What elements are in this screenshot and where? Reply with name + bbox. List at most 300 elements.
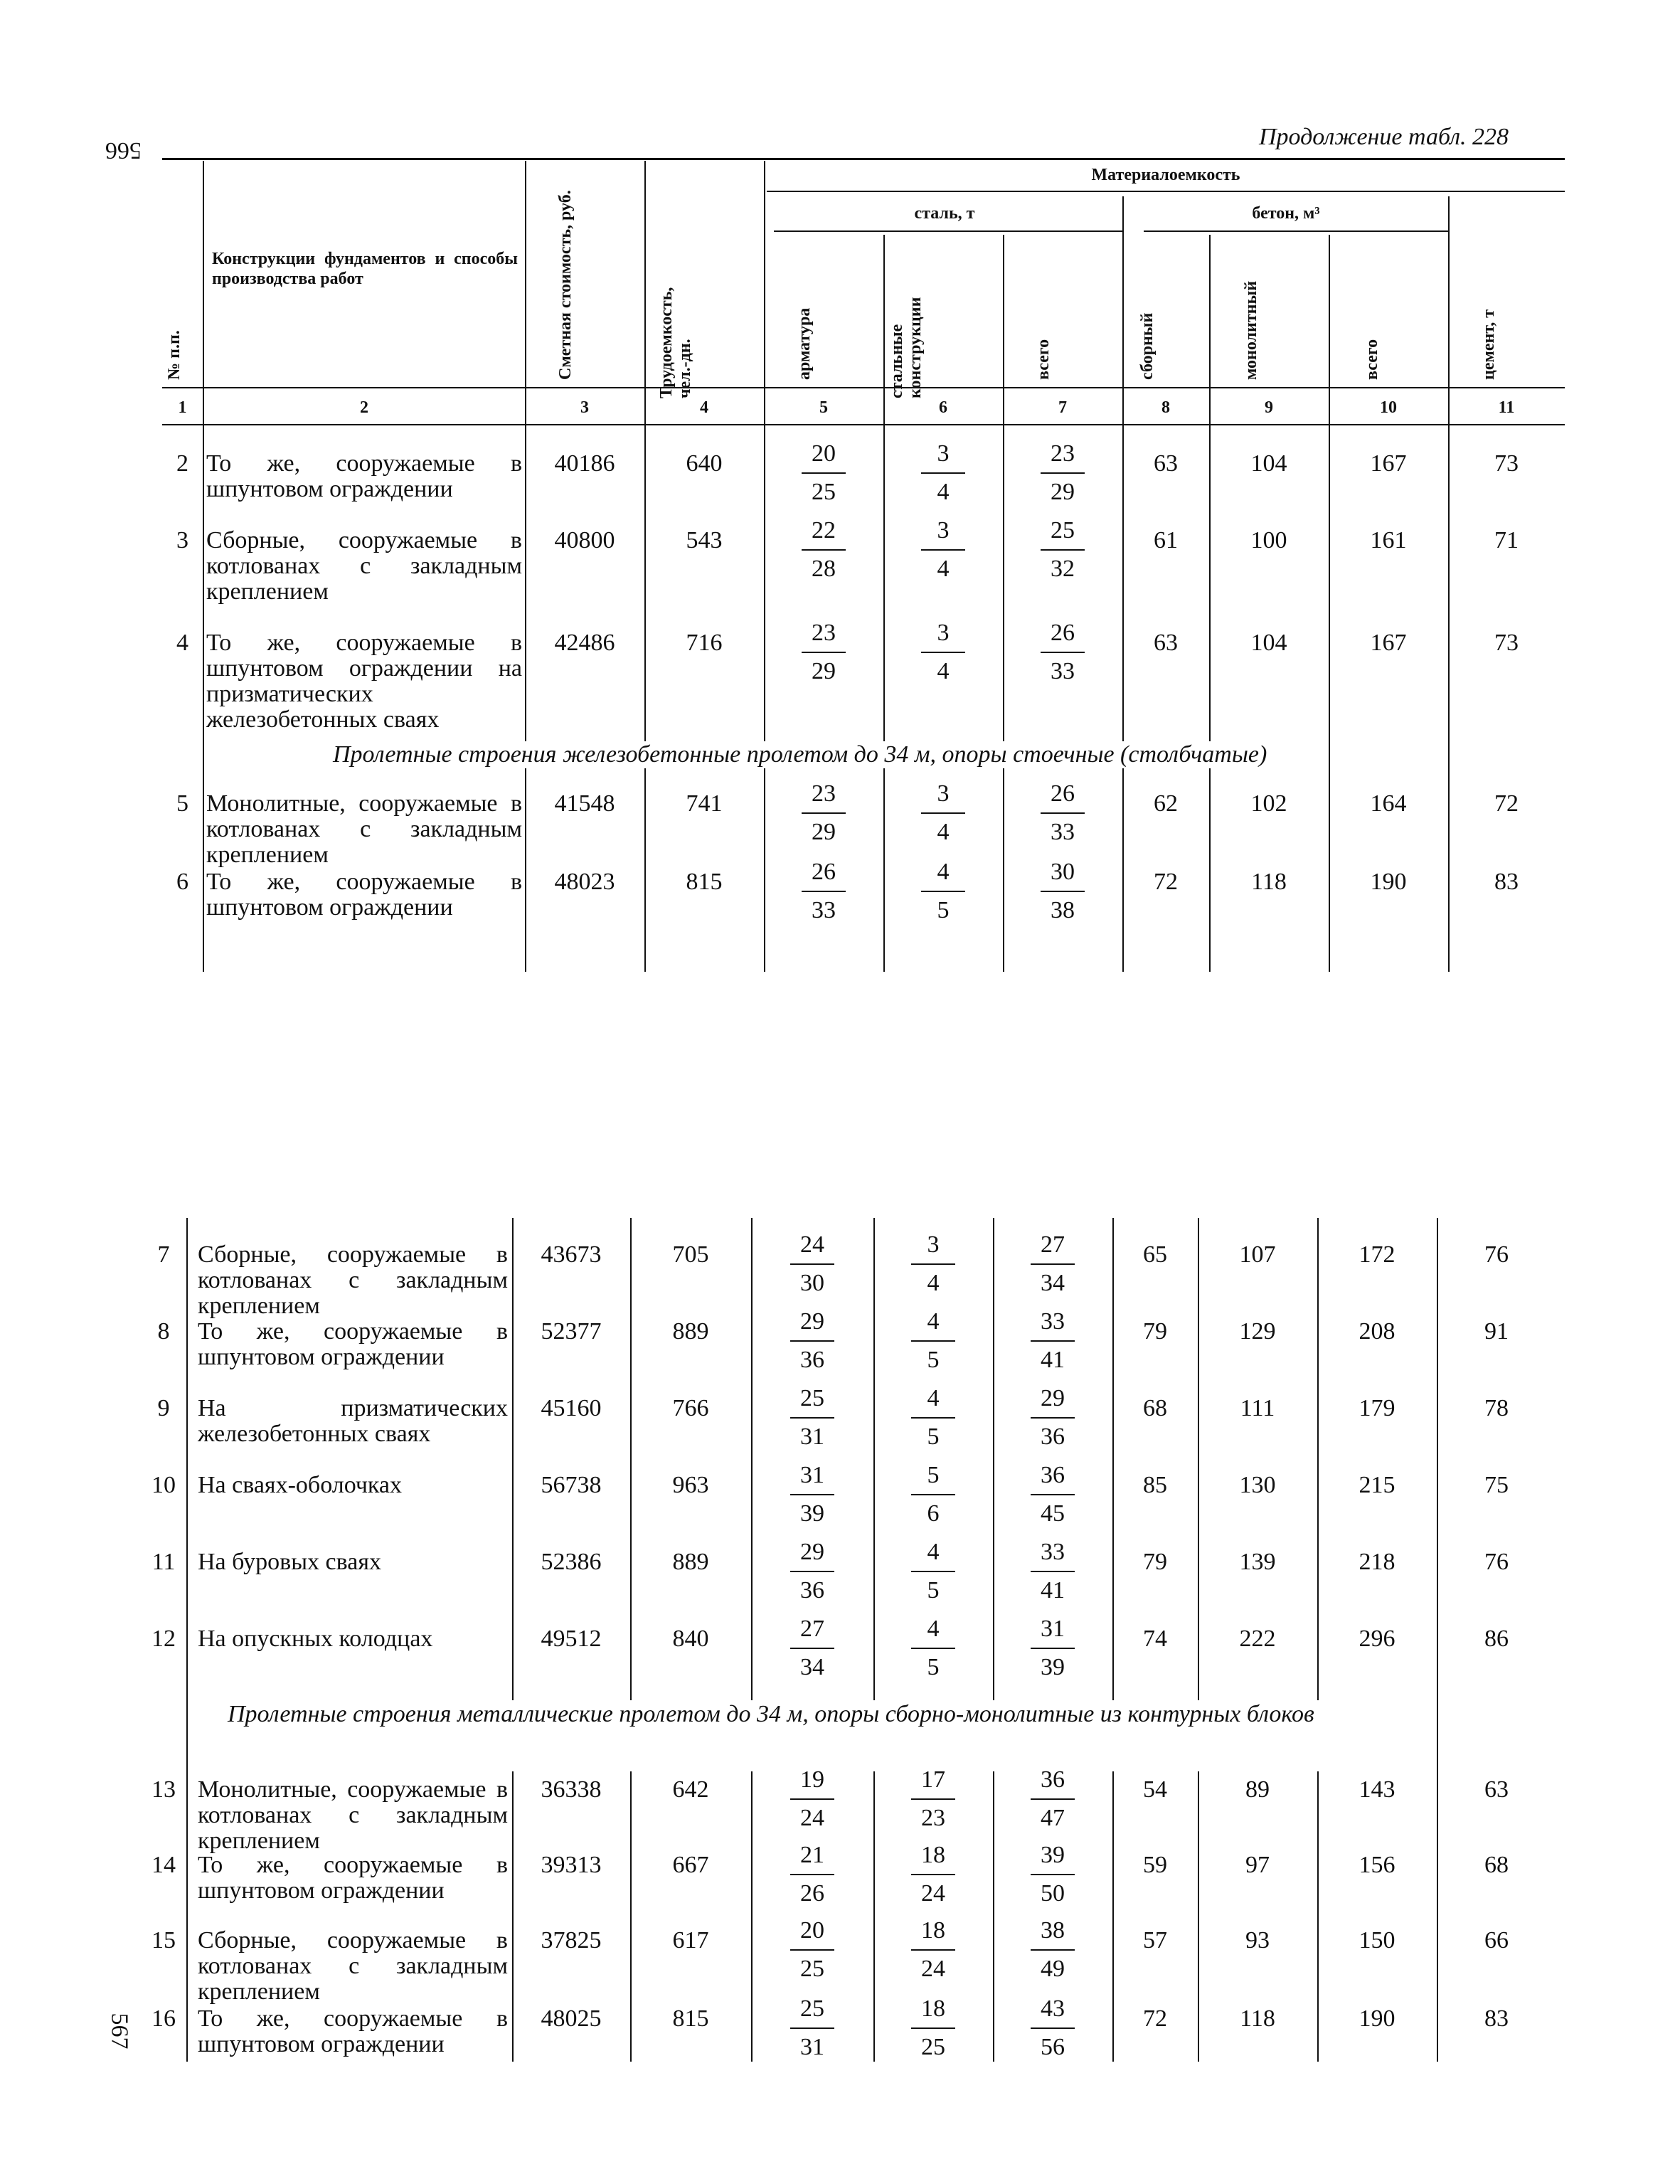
fraction-bar [790, 1949, 834, 1951]
fraction-bar [911, 1340, 955, 1342]
row-cost: 45160 [541, 1395, 602, 1421]
fraction-bar [790, 1494, 834, 1495]
row-description: То же, сооружаемые в шпунтовом ограждении [206, 869, 522, 921]
row-steel-total-denominator: 38 [1051, 897, 1075, 923]
row-steel-total-numerator: 33 [1041, 1539, 1065, 1565]
row-prefab: 61 [1154, 527, 1178, 553]
row-steel-constr [918, 859, 968, 923]
row-concrete-total: 215 [1359, 1472, 1395, 1498]
fraction-bar [911, 1648, 955, 1649]
row-prefab: 65 [1143, 1241, 1167, 1268]
row-cement: 83 [1484, 2005, 1509, 2032]
row-description: На буровых сваях [198, 1549, 381, 1575]
header-concrete: бетон, м³ [1252, 204, 1320, 223]
row-armature [799, 620, 849, 684]
row-number: 15 [151, 1927, 176, 1954]
row-steel-constr-numerator: 3 [927, 1231, 940, 1258]
row-armature-numerator: 31 [800, 1462, 824, 1488]
row-steel-total-numerator: 23 [1051, 440, 1075, 467]
row-concrete-total: 172 [1359, 1241, 1395, 1268]
row-steel-constr-numerator: 4 [927, 1308, 940, 1335]
row-steel-total-denominator: 39 [1041, 1654, 1065, 1680]
row-concrete-total: 190 [1359, 2005, 1395, 2032]
header-steel-constr: стальные конструкции [888, 297, 925, 398]
row-labor: 840 [672, 1626, 709, 1652]
row-monolithic: 102 [1250, 790, 1287, 817]
row-number: 13 [151, 1776, 176, 1803]
row-description: На призматических железобетонных сваях [198, 1395, 508, 1447]
col-number: 1 [178, 398, 187, 417]
row-steel-constr [918, 620, 968, 684]
header-construction: Конструкции фундаментов и способы производства работ [212, 250, 518, 288]
materials-rule [767, 191, 1565, 192]
fraction-bar [1041, 891, 1085, 892]
row-description: Сборные, сооружаемые в котлованах с закладным креплением [198, 1241, 508, 1319]
row-armature-numerator: 25 [800, 1995, 824, 2022]
fraction-bar [911, 1263, 955, 1265]
row-armature [787, 1232, 837, 1296]
row-description: На опускных колодцах [198, 1626, 433, 1652]
row-description: То же, сооружаемые в шпунтовом ограждении [198, 1852, 508, 1904]
row-steel-total [1028, 1616, 1078, 1680]
row-concrete-total: 143 [1359, 1776, 1395, 1803]
row-steel-total-denominator: 34 [1041, 1270, 1065, 1296]
row-armature-numerator: 21 [800, 1842, 824, 1868]
header-prefab: сборный [1138, 312, 1157, 380]
row-armature-numerator: 27 [800, 1616, 824, 1642]
row-steel-total-numerator: 26 [1051, 620, 1075, 646]
row-armature-denominator: 25 [812, 479, 836, 505]
row-cement: 73 [1494, 450, 1519, 477]
row-labor: 716 [686, 630, 723, 656]
row-armature-numerator: 29 [800, 1308, 824, 1335]
fraction-bar [802, 549, 846, 551]
row-steel-total-numerator: 36 [1041, 1462, 1065, 1488]
fraction-bar [911, 1949, 955, 1951]
row-steel-total [1028, 1918, 1078, 1982]
row-steel-total-numerator: 29 [1041, 1385, 1065, 1411]
row-steel-constr-numerator: 3 [937, 620, 950, 646]
row-steel-constr-denominator: 24 [921, 1956, 945, 1982]
row-steel-total-denominator: 33 [1051, 658, 1075, 684]
row-armature [787, 1463, 837, 1527]
row-description: То же, сооружаемые в шпунтовом ограждении на призматических железобетонных сваях [206, 630, 522, 733]
col-divider [751, 1218, 753, 2062]
row-labor: 705 [672, 1241, 709, 1268]
row-steel-constr-numerator: 18 [921, 1842, 945, 1868]
row-steel-constr-denominator: 5 [937, 897, 950, 923]
row-monolithic: 222 [1239, 1626, 1276, 1652]
fraction-bar [911, 1494, 955, 1495]
row-armature [787, 1918, 837, 1982]
row-steel-constr-numerator: 17 [921, 1766, 945, 1793]
row-armature-denominator: 36 [800, 1577, 824, 1603]
row-steel-constr-denominator: 5 [927, 1347, 940, 1373]
col-divider [764, 161, 765, 972]
row-monolithic: 118 [1251, 869, 1287, 895]
row-cost: 41548 [554, 790, 615, 817]
fraction-bar [1031, 1571, 1075, 1572]
fraction-bar [911, 1417, 955, 1419]
row-armature-denominator: 25 [800, 1956, 824, 1982]
fraction-bar [802, 891, 846, 892]
fraction-bar [790, 1874, 834, 1875]
row-prefab: 68 [1143, 1395, 1167, 1421]
row-armature-numerator: 26 [812, 859, 836, 885]
row-number: 5 [176, 790, 188, 817]
col-number: 6 [939, 398, 947, 417]
row-labor: 889 [672, 1549, 709, 1575]
row-labor: 667 [672, 1852, 709, 1878]
fraction-bar [1041, 549, 1085, 551]
fraction-bar [921, 891, 965, 892]
row-steel-constr-denominator: 4 [937, 658, 950, 684]
header-monolithic: монолитный [1242, 280, 1260, 380]
table-top-rule [162, 158, 1565, 160]
col-divider [993, 1218, 994, 2062]
row-steel-constr-numerator: 4 [927, 1385, 940, 1411]
row-prefab: 59 [1143, 1852, 1167, 1878]
row-steel-constr-denominator: 24 [921, 1880, 945, 1907]
row-armature-numerator: 19 [800, 1766, 824, 1793]
fraction-bar [802, 812, 846, 814]
row-steel-total-numerator: 33 [1041, 1308, 1065, 1335]
row-steel-total [1038, 441, 1088, 505]
row-armature-numerator: 25 [800, 1385, 824, 1411]
row-concrete-total: 167 [1370, 630, 1407, 656]
row-armature-numerator: 29 [800, 1539, 824, 1565]
col-number: 7 [1058, 398, 1067, 417]
row-steel-total [1038, 781, 1088, 845]
row-steel-constr [908, 1232, 958, 1296]
col-number: 10 [1380, 398, 1397, 417]
row-armature [787, 1309, 837, 1373]
page-number-top: 566 [105, 137, 142, 164]
concrete-rule [1144, 230, 1448, 232]
fraction-bar [1041, 812, 1085, 814]
col-divider [873, 1218, 875, 2062]
row-steel-constr-numerator: 4 [937, 859, 950, 885]
col-divider [203, 161, 204, 972]
row-prefab: 54 [1143, 1776, 1167, 1803]
header-materials: Материалоемкость [1091, 166, 1240, 184]
row-cost: 42486 [554, 630, 615, 656]
fraction-bar [1041, 652, 1085, 653]
col-divider [883, 235, 885, 972]
row-steel-total-numerator: 25 [1051, 517, 1075, 544]
header-steel-total: всего [1034, 339, 1053, 380]
row-armature [787, 1386, 837, 1450]
row-number: 10 [151, 1472, 176, 1498]
row-cement: 73 [1494, 630, 1519, 656]
row-concrete-total: 218 [1359, 1549, 1395, 1575]
row-steel-constr [918, 518, 968, 582]
col-divider [644, 161, 646, 972]
row-steel-constr-numerator: 3 [937, 440, 950, 467]
row-prefab: 62 [1154, 790, 1178, 817]
row-steel-constr [908, 1616, 958, 1680]
fraction-bar [790, 1798, 834, 1800]
row-number: 4 [176, 630, 188, 656]
row-steel-total-denominator: 33 [1051, 819, 1075, 845]
row-armature-denominator: 28 [812, 556, 836, 582]
header-bottom-rule [162, 387, 1565, 388]
row-steel-constr [908, 1463, 958, 1527]
col-divider [1122, 196, 1124, 972]
row-number: 12 [151, 1626, 176, 1652]
fraction-bar [921, 472, 965, 474]
row-concrete-total: 179 [1359, 1395, 1395, 1421]
row-armature-numerator: 23 [812, 620, 836, 646]
section-title: Пролетные строения металлические пролетом до 34 м, опоры сборно-монолитные из контурных блоков [220, 1700, 1324, 1771]
fraction-bar [1031, 1798, 1075, 1800]
header-steel: сталь, т [914, 204, 975, 223]
row-cost: 36338 [541, 1776, 602, 1803]
row-steel-total-numerator: 26 [1051, 780, 1075, 807]
col-number: 5 [819, 398, 828, 417]
row-steel-total-denominator: 29 [1051, 479, 1075, 505]
row-prefab: 72 [1143, 2005, 1167, 2032]
row-steel-total [1028, 1309, 1078, 1373]
row-armature [787, 1843, 837, 1907]
row-steel-constr-denominator: 23 [921, 1805, 945, 1831]
row-concrete-total: 161 [1370, 527, 1407, 553]
row-steel-total [1028, 1767, 1078, 1831]
row-concrete-total: 167 [1370, 450, 1407, 477]
row-cost: 40800 [554, 527, 615, 553]
row-steel-constr [908, 1309, 958, 1373]
row-cement: 75 [1484, 1472, 1509, 1498]
table-caption: Продолжение табл. 228 [1259, 124, 1509, 150]
row-steel-total [1028, 1463, 1078, 1527]
row-description: То же, сооружаемые в шпунтовом ограждении [198, 1318, 508, 1370]
row-monolithic: 97 [1245, 1852, 1270, 1878]
row-monolithic: 129 [1239, 1318, 1276, 1345]
fraction-bar [1031, 1874, 1075, 1875]
row-steel-total-denominator: 41 [1041, 1577, 1065, 1603]
row-steel-total-denominator: 32 [1051, 556, 1075, 582]
fraction-bar [1031, 1263, 1075, 1265]
row-armature [787, 1767, 837, 1831]
row-steel-constr-numerator: 3 [937, 780, 950, 807]
row-cement: 76 [1484, 1549, 1509, 1575]
row-labor: 543 [686, 527, 723, 553]
row-concrete-total: 156 [1359, 1852, 1395, 1878]
row-cement: 86 [1484, 1626, 1509, 1652]
row-steel-constr [908, 1539, 958, 1603]
row-cost: 49512 [541, 1626, 602, 1652]
row-cement: 91 [1484, 1318, 1509, 1345]
row-armature-denominator: 33 [812, 897, 836, 923]
row-number: 8 [157, 1318, 170, 1345]
fraction-bar [790, 1571, 834, 1572]
row-labor: 815 [686, 869, 723, 895]
col-divider [525, 161, 526, 972]
steel-rule [774, 230, 1122, 232]
row-armature-numerator: 22 [812, 517, 836, 544]
fraction-bar [911, 1571, 955, 1572]
row-labor: 640 [686, 450, 723, 477]
row-monolithic: 118 [1240, 2005, 1275, 2032]
row-labor: 889 [672, 1318, 709, 1345]
fraction-bar [911, 2027, 955, 2029]
row-steel-total [1028, 1843, 1078, 1907]
row-monolithic: 111 [1240, 1395, 1275, 1421]
row-steel-total-denominator: 56 [1041, 2034, 1065, 2060]
row-armature-denominator: 24 [800, 1805, 824, 1831]
row-prefab: 79 [1143, 1549, 1167, 1575]
fraction-bar [790, 1417, 834, 1419]
row-prefab: 63 [1154, 450, 1178, 477]
col-number: 9 [1265, 398, 1273, 417]
fraction-bar [790, 1263, 834, 1265]
row-armature [799, 441, 849, 505]
row-prefab: 72 [1154, 869, 1178, 895]
row-steel-total [1028, 1232, 1078, 1296]
col-number: 4 [700, 398, 708, 417]
row-description: Монолитные, сооружаемые в котлованах с закладным креплением [206, 790, 522, 868]
row-description: Сборные, сооружаемые в котлованах с закладным креплением [206, 527, 522, 605]
row-cost: 40186 [554, 450, 615, 477]
row-description: То же, сооружаемые в шпунтовом ограждении [198, 2005, 508, 2057]
row-monolithic: 130 [1239, 1472, 1276, 1498]
row-steel-constr-denominator: 5 [927, 1577, 940, 1603]
row-cement: 71 [1494, 527, 1519, 553]
row-cost: 56738 [541, 1472, 602, 1498]
row-steel-constr-denominator: 6 [927, 1500, 940, 1527]
row-prefab: 74 [1143, 1626, 1167, 1652]
row-steel-constr-numerator: 4 [927, 1616, 940, 1642]
col-number: 3 [580, 398, 589, 417]
fraction-bar [921, 652, 965, 653]
row-labor: 815 [672, 2005, 709, 2032]
fraction-bar [790, 1340, 834, 1342]
row-steel-total-denominator: 45 [1041, 1500, 1065, 1527]
row-number: 6 [176, 869, 188, 895]
row-monolithic: 104 [1250, 450, 1287, 477]
row-steel-constr [918, 781, 968, 845]
row-concrete-total: 208 [1359, 1318, 1395, 1345]
row-monolithic: 104 [1250, 630, 1287, 656]
row-armature-denominator: 34 [800, 1654, 824, 1680]
fraction-bar [1031, 1949, 1075, 1951]
fraction-bar [790, 2027, 834, 2029]
row-cost: 43673 [541, 1241, 602, 1268]
row-steel-total [1038, 859, 1088, 923]
row-monolithic: 139 [1239, 1549, 1276, 1575]
row-steel-total-numerator: 31 [1041, 1616, 1065, 1642]
col-divider [1003, 235, 1004, 972]
fraction-bar [921, 549, 965, 551]
row-armature-numerator: 23 [812, 780, 836, 807]
row-labor: 963 [672, 1472, 709, 1498]
row-cement: 63 [1484, 1776, 1509, 1803]
row-cement: 72 [1494, 790, 1519, 817]
row-armature-denominator: 31 [800, 2034, 824, 2060]
row-steel-constr [908, 1386, 958, 1450]
row-steel-constr-denominator: 25 [921, 2034, 945, 2060]
row-number: 7 [157, 1241, 170, 1268]
header-concrete-total: всего [1363, 339, 1381, 380]
fraction-bar [921, 812, 965, 814]
row-description: Монолитные, сооружаемые в котлованах с закладным креплением [198, 1776, 508, 1854]
header-num: № п.п. [165, 330, 184, 380]
col-divider [1448, 196, 1450, 972]
row-concrete-total: 190 [1370, 869, 1407, 895]
row-steel-total [1028, 1386, 1078, 1450]
fraction-bar [1031, 1648, 1075, 1649]
row-cost: 48025 [541, 2005, 602, 2032]
row-steel-total-denominator: 47 [1041, 1805, 1065, 1831]
row-armature-denominator: 26 [800, 1880, 824, 1907]
row-labor: 766 [672, 1395, 709, 1421]
header-labor: Трудоемкость, чел.-дн. [657, 287, 694, 398]
row-steel-total [1028, 1539, 1078, 1603]
row-prefab: 79 [1143, 1318, 1167, 1345]
col-number: 11 [1498, 398, 1515, 417]
row-steel-total [1028, 1996, 1078, 2060]
row-armature-numerator: 20 [800, 1917, 824, 1944]
row-armature [799, 859, 849, 923]
row-armature [787, 1616, 837, 1680]
row-cost: 52377 [541, 1318, 602, 1345]
row-steel-constr-denominator: 4 [937, 556, 950, 582]
header-cement: цемент, т [1479, 309, 1498, 380]
page-number-bottom: 567 [106, 2013, 133, 2050]
fraction-bar [911, 1874, 955, 1875]
row-labor: 617 [672, 1927, 709, 1954]
row-monolithic: 89 [1245, 1776, 1270, 1803]
fraction-bar [911, 1798, 955, 1800]
row-steel-constr-denominator: 5 [927, 1654, 940, 1680]
row-steel-total-denominator: 36 [1041, 1424, 1065, 1450]
row-number: 16 [151, 2005, 176, 2032]
row-steel-constr-numerator: 5 [927, 1462, 940, 1488]
row-cost: 37825 [541, 1927, 602, 1954]
row-armature-numerator: 24 [800, 1231, 824, 1258]
row-steel-total-denominator: 41 [1041, 1347, 1065, 1373]
row-armature-denominator: 39 [800, 1500, 824, 1527]
row-cement: 78 [1484, 1395, 1509, 1421]
fraction-bar [1031, 2027, 1075, 2029]
row-steel-constr-denominator: 4 [937, 479, 950, 505]
colnum-bottom-rule [162, 424, 1565, 425]
row-monolithic: 93 [1245, 1927, 1270, 1954]
row-concrete-total: 296 [1359, 1626, 1395, 1652]
row-cement: 83 [1494, 869, 1519, 895]
row-steel-total-numerator: 43 [1041, 1995, 1065, 2022]
row-labor: 642 [672, 1776, 709, 1803]
header-cost: Сметная стоимость, руб. [556, 190, 575, 380]
row-armature [799, 781, 849, 845]
row-cement: 68 [1484, 1852, 1509, 1878]
row-cost: 39313 [541, 1852, 602, 1878]
col-divider [1329, 235, 1330, 972]
row-steel-constr-numerator: 18 [921, 1917, 945, 1944]
col-number: 8 [1161, 398, 1170, 417]
row-steel-constr [908, 1843, 958, 1907]
fraction-bar [802, 652, 846, 653]
row-armature-denominator: 29 [812, 658, 836, 684]
row-steel-total-numerator: 30 [1051, 859, 1075, 885]
row-steel-constr-denominator: 4 [927, 1270, 940, 1296]
row-cement: 76 [1484, 1241, 1509, 1268]
section-title: Пролетные строения железобетонные пролетом до 34 м, опоры стоечные (столбчатые) [327, 741, 1272, 768]
row-concrete-total: 164 [1370, 790, 1407, 817]
fraction-bar [790, 1648, 834, 1649]
row-number: 14 [151, 1852, 176, 1878]
header-armature: арматура [795, 307, 814, 380]
